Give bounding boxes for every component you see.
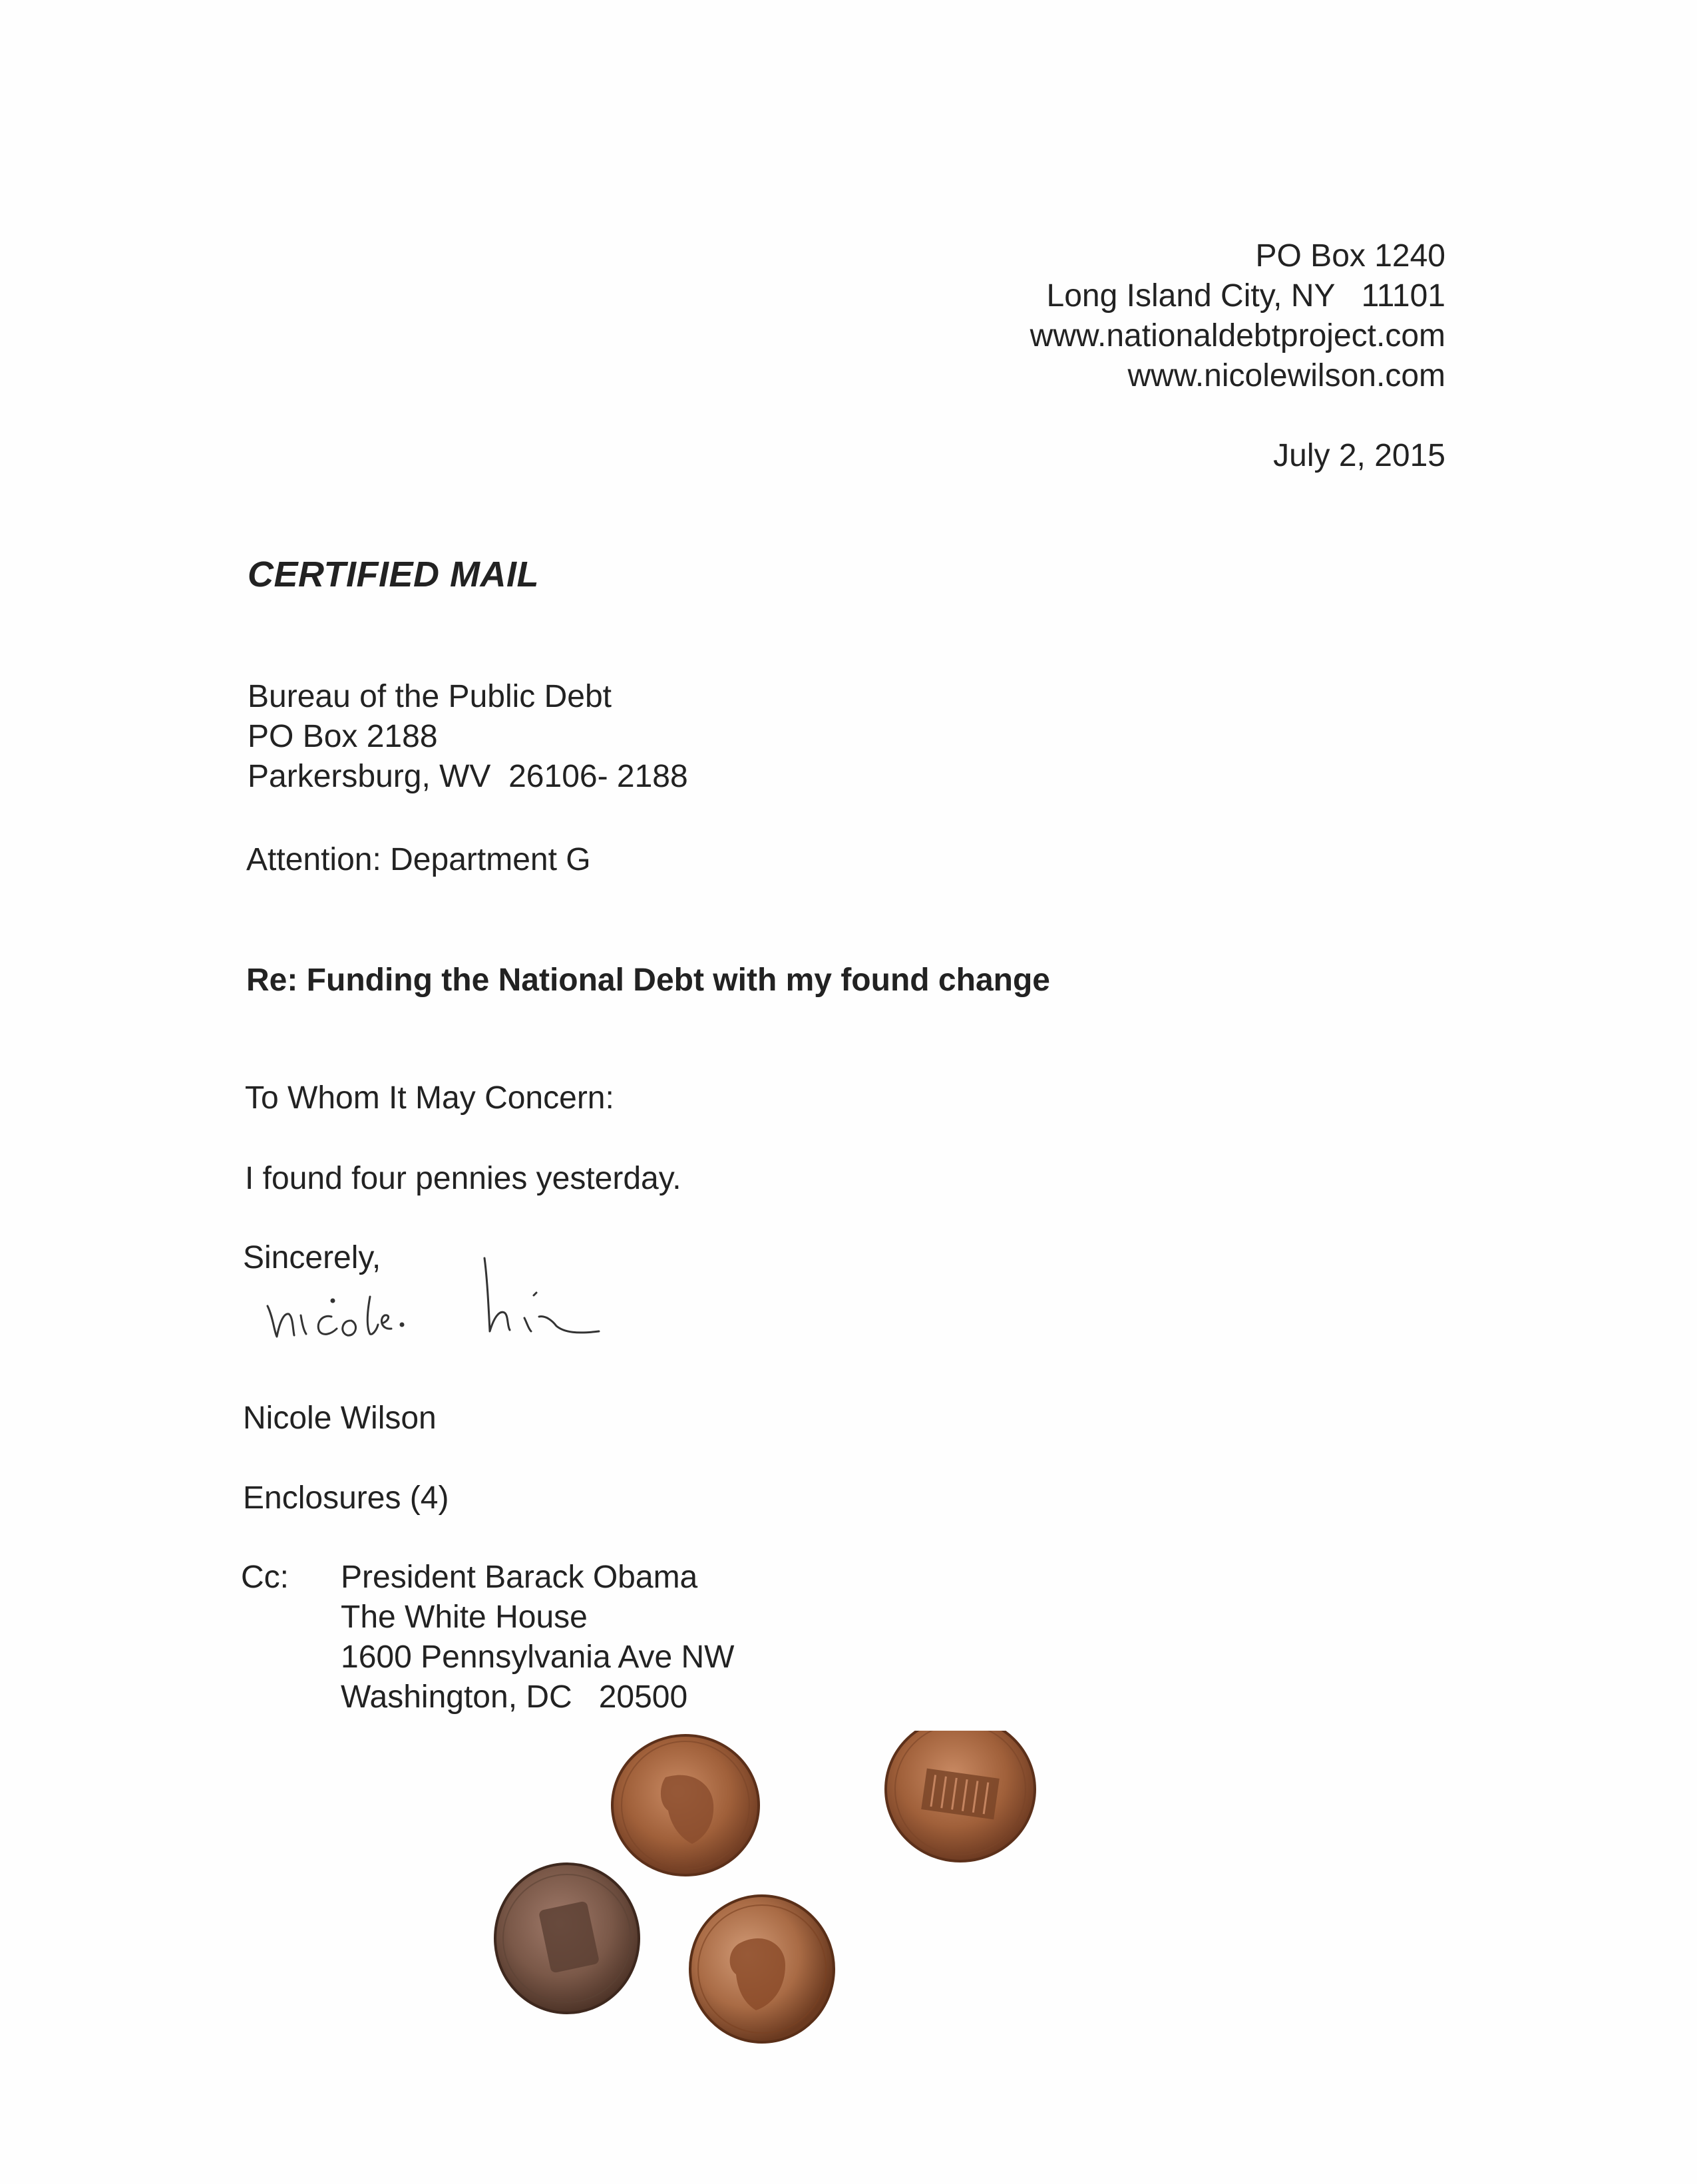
signer-name: Nicole Wilson [243, 1401, 437, 1436]
letter-date: July 2, 2015 [1273, 438, 1445, 473]
mail-type-heading: CERTIFIED MAIL [248, 554, 539, 594]
sender-po-box: PO Box 1240 [1255, 238, 1445, 274]
penny-back-worn [495, 1864, 639, 2013]
cc-address [341, 1558, 734, 1717]
cc-city-line: Washington, DC 20500 [341, 1679, 688, 1715]
sender-website-1: www.nationaldebtproject.com [1030, 318, 1445, 353]
penny-front-2 [690, 1896, 834, 2042]
cc-street: 1600 Pennsylvania Ave NW [341, 1639, 735, 1675]
recipient-po-box: PO Box 2188 [248, 719, 438, 754]
enclosures-line: Enclosures (4) [243, 1480, 449, 1516]
cc-label: Cc: [241, 1560, 289, 1595]
closing: Sincerely, [243, 1240, 381, 1275]
penny-back-memorial [886, 1731, 1035, 1861]
salutation: To Whom It May Concern: [245, 1080, 614, 1116]
letter-body: I found four pennies yesterday. [245, 1161, 681, 1196]
sender-address [1030, 236, 1445, 396]
recipient-city-line: Parkersburg, WV 26106- 2188 [248, 759, 688, 794]
cc-name: President Barack Obama [341, 1560, 698, 1595]
cc-org: The White House [341, 1600, 588, 1635]
enclosed-pennies [439, 1731, 1105, 2077]
handwritten-signature [260, 1251, 632, 1351]
recipient-address [248, 677, 688, 797]
penny-front-1 [612, 1735, 759, 1875]
recipient-name: Bureau of the Public Debt [248, 679, 612, 714]
attention-line: Attention: Department G [246, 842, 591, 877]
subject-line: Re: Funding the National Debt with my found change [246, 963, 1050, 998]
sender-city-line: Long Island City, NY 11101 [1046, 278, 1445, 314]
sender-website-2: www.nicolewilson.com [1127, 358, 1445, 393]
